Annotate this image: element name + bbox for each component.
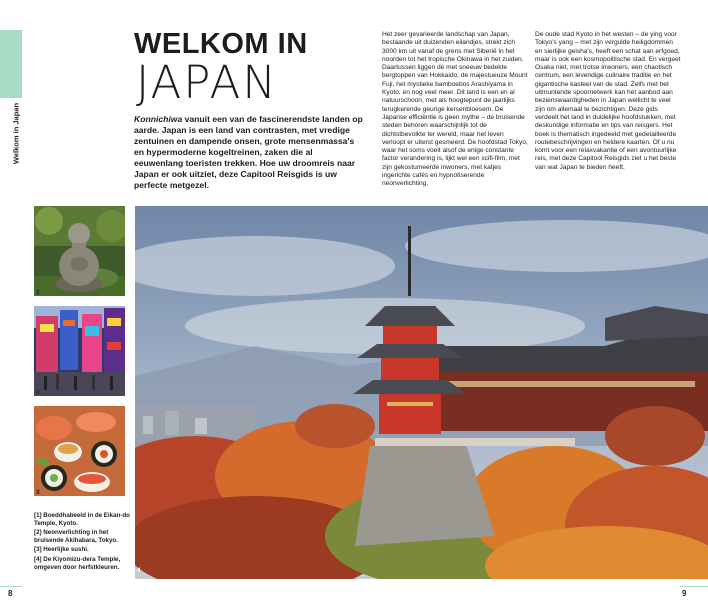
page-number-left: 8 bbox=[8, 589, 13, 598]
side-label-text: Welkom in Japan bbox=[11, 102, 21, 165]
caption-number: [4] bbox=[34, 555, 44, 563]
side-label bbox=[6, 95, 21, 175]
caption-4 bbox=[34, 556, 130, 571]
caption-text: De Kiyomizu-dera Temple, omgeven door herfstkleuren. bbox=[34, 555, 121, 571]
photo-number-3: 3 bbox=[36, 489, 40, 496]
caption-number: [2] bbox=[34, 529, 44, 537]
page-title-line2: JAPAN bbox=[136, 56, 278, 109]
caption-2 bbox=[34, 529, 130, 544]
caption-text: Boeddhabeeld in de Eikan-do Temple, Kyoto. bbox=[34, 512, 130, 527]
photo-number-1: 1 bbox=[36, 289, 40, 296]
body-column-1: Het zeer gevarieerde landschap van Japan, bestaande uit duizenden eilandjes, strekt zich 3000 km uit vanaf de grens met Siberië in het noorden tot het tropische Okinawa in het zuiden. Daartussen liggen de met sneeuw bedekte bergtoppen van Hokkaido, de majestueuze Mount Fuji, het mystieke bamboebos Arashiyama in Kyoto, en nog veel meer. Dit land is een en al natuurschoon, met als hoogtepunt de jaarlijks terugkerende geurige kersenbloesem. De Japanse efficiëntie is geen mythe – de bruisende steden behoren waarschijnlijk tot de dichtstbevolkte ter wereld, maar het leven verloopt er uiterst gesmeerd. De hoofdstad Tokyo, waar het soms voelt alsof de enige constante factor verandering is, lijkt wel een scifi-film, met zijn gekostumeerde inwoners, met katjes ingerichte cafés en hypnotiserende neonverlichting. bbox=[382, 31, 528, 188]
buddha-statue-photo bbox=[34, 206, 125, 296]
photo-captions bbox=[34, 512, 130, 573]
caption-1 bbox=[34, 512, 130, 527]
body-column-2: De oude stad Kyoto in het westen – de ying voor Tokyo's yang – met zijn vergulde heiligdommen en sierlijke geisha's, heeft een schat aan erfgoed, maar is ook een kosmopolitische stad. En vergeet Osaka niet, met trotse inwoners, een chaotisch centrum, een levendige culinaire traditie en het gigantische kasteel van de stad. Zelfs met het uitmuntende spoornetwerk kan het aanbod aan bezienswaardigheden in Japan wellicht te veel zijn om allemaal te bezichtigen. Deze gids verdeelt het land in duidelijke hoofdstukken, met deskundige informatie en tips van reisgers. Het boek is thematisch ingedeeld met gedetailleerde routebeschrijvingen en heldere kaarten. Of u nu komt voor een relaxvakantie of een avontuurlijke reis, met deze Capitool Reisgids ziet u het beste van wat Japan te bieden heeft. bbox=[535, 31, 681, 171]
footer-rule-right bbox=[680, 586, 708, 587]
caption-number: [3] bbox=[34, 546, 44, 554]
sushi-photo bbox=[34, 406, 125, 496]
section-tab bbox=[0, 30, 22, 98]
photo-number-2: 2 bbox=[36, 389, 40, 396]
caption-text: Neonverlichting in het bruisende Akihabara, Tokyo. bbox=[34, 529, 118, 544]
page-number-right: 9 bbox=[682, 589, 687, 598]
kiyomizu-temple-photo bbox=[135, 206, 708, 579]
page-title-line1: WELKOM IN bbox=[134, 28, 308, 60]
caption-3 bbox=[34, 546, 130, 554]
neon-street-photo bbox=[34, 306, 125, 396]
caption-text: Heerlijke sushi. bbox=[43, 546, 89, 554]
intro-lead: Konnichiwa bbox=[134, 114, 183, 124]
intro-paragraph bbox=[134, 114, 364, 191]
caption-number: [1] bbox=[34, 512, 44, 519]
intro-text: vanuit een van de fascinerendste landen op aarde. Japan is een land van contrasten, met vredige zentuinen en dampende onsen, grote mensenmassa's en hypermoderne kogeltreinen, zaken die al eeuwenlang toeristen trekken. Hoe uw droomreis naar Japan er ook uitziet, deze Capitool Reisgids is uw perfecte metgezel. bbox=[134, 114, 363, 190]
photo-number-4: 4 bbox=[137, 567, 141, 574]
footer-rule-left bbox=[0, 586, 22, 587]
